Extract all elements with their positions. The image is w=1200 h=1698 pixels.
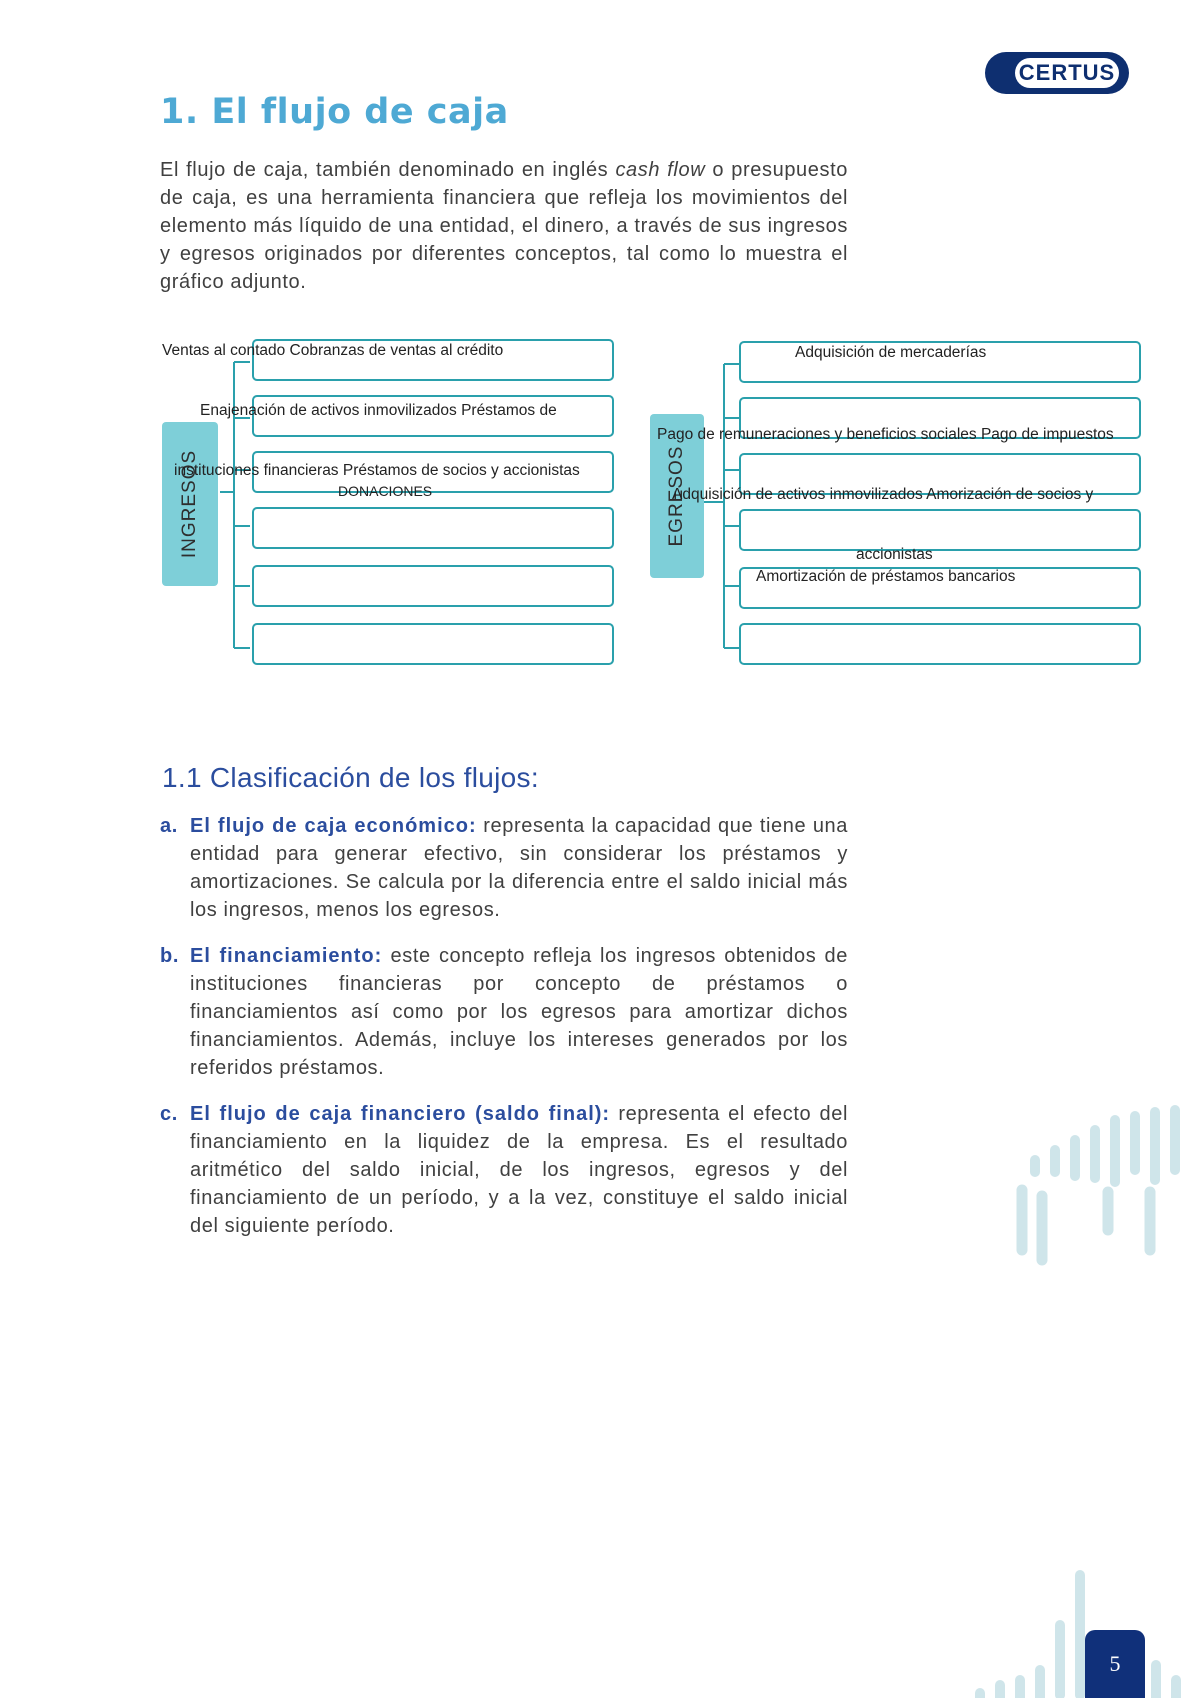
egresos-label: EGRESOS [666, 445, 687, 547]
egresos-line-1: Adquisición de mercaderías [795, 344, 987, 361]
list-item [160, 1100, 848, 1240]
ingresos-line-2: Enajenación de activos inmovilizados Préstamos de [200, 402, 557, 419]
ingresos-box-4 [253, 508, 613, 548]
section-title: 1. El flujo de caja [160, 92, 509, 132]
egresos-bracket [704, 364, 740, 648]
list-item-term: El flujo de caja financiero (saldo final): [190, 1103, 611, 1125]
list-item-term: El financiamiento: [190, 945, 383, 967]
egresos-line-2: Pago de remuneraciones y beneficios sociales Pago de impuestos [657, 426, 1114, 443]
intro-text-end: o presupuesto de caja, es una herramienta financiera que refleja los movimientos del elemento más líquido de una entidad, el dinero, a través de sus ingresos y egresos originados por diferentes conceptos, tal como lo muestra el gráfico adjunto. [160, 159, 848, 293]
list-marker: a. [160, 815, 178, 837]
list-item-description: representa la capacidad que tiene una entidad para generar efectivo, sin considerar los préstamos y amortizaciones. Se calcula por la diferencia entre el saldo inicial más los ingresos, menos los egresos. [190, 815, 848, 921]
subsection-title: 1.1 Clasificación de los flujos: [162, 762, 539, 793]
list-item-term: El flujo de caja económico: [190, 815, 477, 837]
list-item-text [190, 942, 848, 1082]
ingresos-line-3: instituciones financieras Préstamos de socios y accionistas [174, 462, 580, 479]
list-item [160, 812, 848, 924]
egresos-box-4 [740, 510, 1140, 550]
list-item-text [190, 1100, 848, 1240]
intro-paragraph [160, 156, 848, 296]
ingresos-box-6 [253, 624, 613, 664]
intro-text-start: El flujo de caja, también denominado en inglés [160, 159, 616, 181]
egresos-box-6 [740, 624, 1140, 664]
egresos-line-3: Adquisición de activos inmovilizados Amorización de socios y [672, 486, 1094, 503]
ingresos-box-5 [253, 566, 613, 606]
ingresos-line-1: Ventas al contado Cobranzas de ventas al crédito [162, 342, 504, 359]
intro-italic-term: cash flow [615, 159, 706, 181]
list-marker: c. [160, 1103, 178, 1125]
list-marker: b. [160, 945, 179, 967]
page-number: 5 [1085, 1630, 1145, 1698]
list-item-description: representa el efecto del financiamiento en la liquidez de la empresa. Es el resultado aritmético del saldo inicial, de los ingresos, egresos y del financiamiento de un período, y a la vez, constituye el saldo inicial del siguiente período. [190, 1103, 848, 1237]
egresos-line-4: accionistas [856, 546, 933, 563]
decorative-bars-right [1010, 1100, 1200, 1280]
ingresos-label: INGRESOS [179, 449, 200, 559]
logo-text: CERTUS [1015, 58, 1119, 88]
cash-flow-diagram [150, 330, 1150, 680]
classification-list [160, 812, 848, 1258]
ingresos-line-4: DONACIONES [338, 483, 433, 499]
list-item-text [190, 812, 848, 924]
certus-logo [985, 52, 1129, 94]
list-item [160, 942, 848, 1082]
list-item-description: este concepto refleja los ingresos obtenidos de instituciones financieras por concepto de préstamos o financiamientos así como por los egresos para amortizar dichos financiamientos. Además, incluye los intereses generados por los referidos préstamos. [190, 945, 848, 1079]
egresos-line-5: Amortización de préstamos bancarios [756, 568, 1016, 585]
